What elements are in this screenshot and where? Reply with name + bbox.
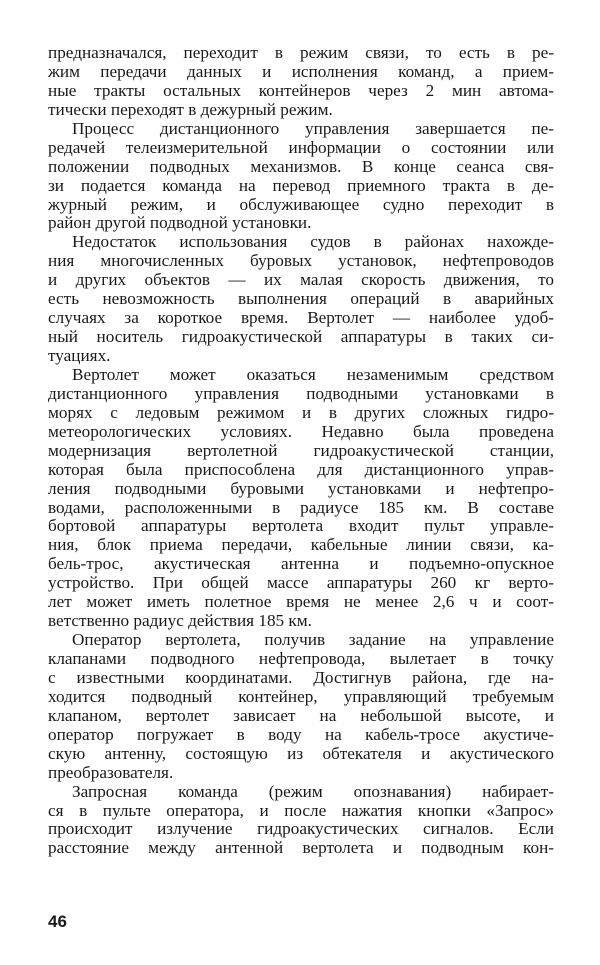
text-line: Вертолет может оказаться незаменимым средством (72, 364, 554, 384)
text-line: ся в пульте оператора, и после нажатия кнопки «Запрос» (48, 800, 554, 820)
text-line: зи подается команда на перевод приемного тракта в де- (48, 175, 554, 195)
text-line: и других объектов — их малая скорость движения, то (48, 270, 554, 290)
text-line: ния, блок приема передачи, кабельные линии связи, ка- (48, 535, 554, 555)
text-line: которая была приспособлена для дистанционного управ- (48, 459, 554, 479)
paragraph (48, 44, 554, 120)
text-line: район другой подводной установки. (48, 213, 312, 233)
text-line: случаях за короткое время. Вертолет — наиболее удоб- (48, 308, 554, 328)
text-line: дистанционного управления подводными установками в (48, 383, 554, 403)
text-line: происходит излучение гидроакустических сигналов. Если (48, 819, 554, 839)
paragraph (48, 631, 554, 783)
text-line: ный носитель гидроакустической аппаратуры в таких си- (48, 327, 554, 347)
text-line: туациях. (48, 346, 111, 365)
text-line: жим передачи данных и исполнения команд, а прием- (48, 61, 554, 81)
text-line: водами, расположенными в радиусе 185 км. В составе (48, 497, 554, 517)
text-line: устройство. При общей массе аппаратуры 260 кг верто- (48, 573, 554, 593)
text-line: ления подводными буровыми установками и нефтепро- (48, 478, 554, 498)
text-line: редачей телеизмерительной информации о состоянии или (48, 137, 554, 157)
text-line: модернизация вертолетной гидроакустической станции, (48, 440, 554, 460)
text-line: Запросная команда (режим опознавания) набирает- (72, 781, 554, 801)
text-line: тически переходят в дежурный режим. (48, 99, 333, 119)
paragraph (48, 783, 554, 859)
text-line: преобразователя. (48, 762, 174, 782)
page-body (48, 44, 554, 858)
text-line: ные тракты остальных контейнеров через 2 мин автома- (48, 80, 554, 100)
text-line: ходится подводный контейнер, управляющий требуемым (48, 686, 554, 706)
text-line: положении подводных механизмов. В конце сеанса свя- (48, 156, 554, 176)
paragraph (48, 120, 554, 234)
text-line: метеорологических условиях. Недавно была проведена (48, 421, 554, 441)
text-line: бортовой аппаратуры вертолета входит пульт управле- (48, 516, 554, 536)
text-line: скую антенну, состоящую из обтекателя и акустического (48, 743, 554, 763)
page-number: 46 (48, 912, 67, 931)
text-line: бель-трос, акустическая антенна и подъемно-опускное (48, 554, 554, 574)
text-line: оператор погружает в воду на кабель-тросе акустиче- (48, 724, 554, 744)
text-line: расстояние между антенной вертолета и подводным кон- (48, 838, 554, 858)
text-line: клапаном, вертолет зависает на небольшой высоте, и (48, 705, 554, 725)
text-line: есть невозможность выполнения операций в аварийных (48, 289, 554, 309)
text-line: Оператор вертолета, получив задание на управление (72, 630, 554, 650)
text-line: морях с ледовым режимом и в других сложных гидро- (48, 402, 554, 422)
text-line: Недостаток использования судов в районах нахожде- (72, 232, 554, 252)
text-line: ветственно радиус действия 185 км. (48, 611, 312, 631)
text-line: клапанами подводного нефтепровода, вылетает в точку (48, 649, 554, 668)
text-line: журный режим, и обслуживающее судно переходит в (48, 194, 554, 214)
paragraph (48, 366, 554, 631)
text-line: с известными координатами. Достигнув района, где на- (48, 667, 554, 687)
text-line: ния многочисленных буровых установок, нефтепроводов (48, 251, 554, 271)
text-line: Процесс дистанционного управления завершается пе- (72, 118, 554, 138)
text-line: лет может иметь полетное время не менее 2,6 ч и соот- (48, 592, 554, 612)
text-line: предназначался, переходит в режим связи, то есть в ре- (48, 43, 554, 62)
paragraph (48, 233, 554, 366)
